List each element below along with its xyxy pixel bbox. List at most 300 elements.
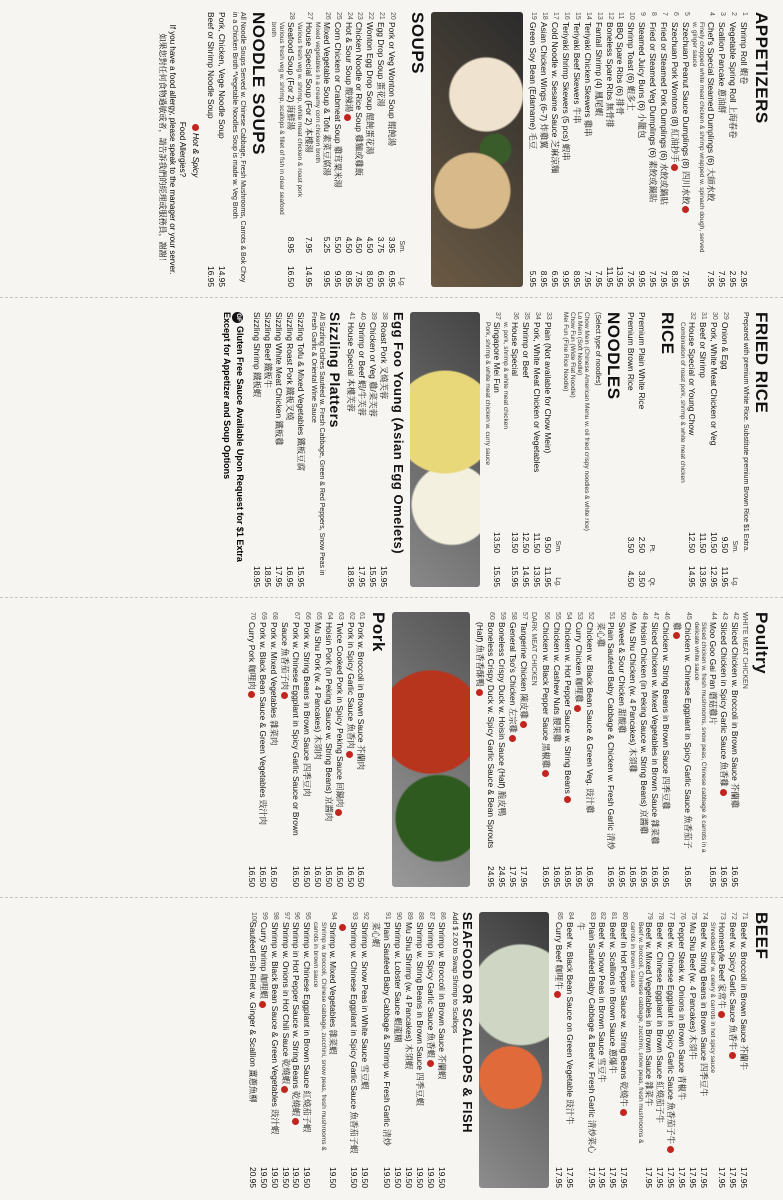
item-name: Curry Pork 咖哩肉 (247, 622, 258, 690)
item-number: 30 (711, 312, 719, 320)
item-price: 19.50 (269, 1167, 280, 1188)
panel-beef-seafood (0, 900, 783, 1198)
seafood-title: SEAFOOD OR SCALLOPS & FISH (459, 912, 475, 1134)
item-price: 16.95 (285, 566, 296, 587)
item-name: Beef w. Scallions in Brown Sauce 蔥爆牛 (608, 922, 619, 1074)
item-name-block (527, 22, 538, 253)
soups-title: SOUPS (408, 12, 428, 75)
item-name-block (251, 312, 262, 553)
item-name: Curry Chicken 咖哩雞 (573, 622, 584, 703)
item-price: 16.95 (606, 866, 617, 887)
item-name: Shrimp w. Chinese Eggplant in Spicy Garlic Sauce 魚香茄子蝦 (349, 922, 360, 1154)
item-name-block (323, 622, 334, 853)
fried-rice-title: FRIED RICE (752, 312, 771, 414)
item-name: Premium Brown Rice (626, 312, 637, 391)
item-price-sm: 12.50 (687, 532, 698, 553)
item-name-block (258, 922, 269, 1154)
item-number: 77 (668, 912, 676, 920)
item-number: 23 (356, 12, 364, 20)
item-number: 78 (657, 912, 665, 920)
item-name-block (716, 22, 727, 253)
item-price: 5.95 (528, 270, 539, 287)
item-price: 7.95 (648, 270, 659, 287)
menu-item (738, 12, 749, 287)
item-name: Plain (Not available for Chow Mein) (542, 322, 553, 454)
item-name: Green Soy Bean (Edamame) 毛豆 (528, 22, 539, 150)
item-desc: Various fresh veg w. shrimp, white meat chicken & roast pork (295, 22, 303, 198)
item-number: 93 (351, 912, 359, 920)
menu-item (364, 12, 375, 287)
item-number: 32 (689, 312, 697, 320)
item-price-lg: 3.50 (637, 570, 648, 587)
item-name-block (697, 322, 708, 519)
item-price: 17.95 (619, 1167, 630, 1188)
menu-item (296, 12, 314, 287)
item-number: 81 (610, 912, 618, 920)
item-name-block (359, 922, 370, 1154)
menu-item (284, 312, 295, 587)
item-name-block (414, 922, 425, 1154)
item-number: 61 (358, 612, 366, 620)
item-name: Sweet & Sour Chicken 甜酸雞 (617, 622, 628, 734)
item-name: Shrimp w. Black Bean Sauce & Green Vegetables 豉汁蝦 (269, 922, 280, 1135)
menu-item (727, 12, 738, 287)
menu-item (251, 312, 262, 587)
item-price: 19.50 (360, 1167, 371, 1188)
col-lg: Lg. (730, 577, 738, 587)
menu-item (474, 612, 496, 887)
spicy-icon (542, 770, 549, 777)
item-name-block (518, 622, 529, 853)
menu-item (669, 12, 680, 287)
menu-item (262, 312, 273, 587)
col-lg: Lg. (398, 277, 406, 287)
appetizers-title: APPETIZERS (752, 12, 771, 124)
item-number: 4 (708, 12, 716, 16)
menu-item (257, 612, 268, 887)
sizzling-desc: All Sizzling Dishes Sautéed w. Fresh Cabbage, Green & Red Peppers, Snow Peas in Fresh Garlic & Oriental Wine Sauce (310, 312, 326, 576)
item-name: Chicken w. Black Pepper Sauce 黑椒雞 (540, 622, 551, 769)
item-number: 75 (690, 912, 698, 920)
menu-item (334, 612, 345, 887)
item-number: 7 (661, 12, 669, 16)
item-name-block (562, 622, 573, 853)
item-price: 17.95 (608, 1167, 619, 1188)
item-name-block (520, 322, 531, 519)
menu-item (718, 612, 729, 887)
item-number: 42 (732, 612, 739, 620)
pork-list (246, 612, 366, 887)
item-name: Boneless Spare Ribs 無骨排 (604, 22, 615, 128)
item-name-block (257, 622, 268, 853)
item-name: Sliced Chicken w. Broccoli in Brown Sauce 芥蘭雞 (730, 622, 740, 809)
item-name: Premium Plain White Rice (637, 312, 648, 410)
item-name: Pork, Chicken, Vege Noodle Soup (217, 12, 228, 139)
item-name-block (658, 22, 669, 253)
menu-item (629, 912, 654, 1188)
item-price: 16.50 (301, 866, 312, 887)
fried-rice-desc: Prepared with premium White Rice. Substitute premium Brown Rice $1 Extra. (742, 312, 749, 553)
item-number: 47 (652, 612, 660, 620)
item-name-block (709, 922, 727, 1154)
item-name-block (279, 622, 301, 853)
item-name: Onion & Egg (719, 322, 730, 370)
item-name: Boneless Crispy Duck w. Hoisin Sauce (Half) 脆皮鴨 (497, 622, 508, 817)
rice-list (625, 312, 647, 587)
item-name: Cold Noodle w. Sesame Sauce 芝麻涼麵 (549, 22, 560, 174)
spicy-icon (281, 692, 288, 699)
item-name: Sliced Chicken in Spicy Garlic Sauce 魚香雞 (719, 622, 730, 787)
item-price: 18.95 (346, 566, 357, 587)
item-price: 19.50 (302, 1167, 313, 1188)
item-name: Mu Shu Chicken (w. 4 Pancakes) 木須雞 (628, 622, 639, 773)
item-price-sm: 13.50 (491, 532, 502, 553)
item-name-block (403, 922, 414, 1154)
item-number: 34 (533, 312, 541, 320)
menu-item (270, 12, 295, 287)
item-number: 68 (271, 612, 279, 620)
item-name-block (629, 922, 654, 1154)
item-desc: Sliced chicken w. fresh mushrooms, snow peas, Chinese cabbage & carrots in a delicate white sauce (693, 622, 708, 853)
item-number: 24 (345, 12, 353, 20)
item-number: 13 (595, 12, 603, 20)
item-name: Sautéed Fish Filet w. Ginger & Scallion 薑蔥魚柳 (247, 922, 258, 1103)
item-number: 2 (730, 12, 738, 16)
spicy-icon (344, 114, 351, 121)
item-price: 15.95 (367, 566, 378, 587)
item-desc: Combination of roast pork, shrimp & white meat chicken (679, 322, 687, 483)
item-name: Curry Beef 咖哩牛 (553, 922, 564, 990)
item-number: 59 (499, 612, 507, 620)
menu-item (370, 912, 392, 1188)
item-number: 71 (741, 912, 748, 920)
menu-item (356, 312, 367, 587)
item-name: Pork w. Mixed Vegetables 雜菜肉 (269, 622, 280, 746)
item-name: House Special or Young Chow (687, 322, 698, 436)
item-price: 17.95 (677, 1167, 688, 1188)
item-name-block (617, 622, 628, 853)
item-name: Shrimp Toast (6) 蝦多士 (626, 22, 637, 111)
fried-rice-size-header (731, 312, 738, 587)
item-name: Singapore Mei Fun (491, 322, 502, 393)
spicy-icon (509, 735, 516, 742)
item-number: 90 (395, 912, 403, 920)
item-number: 99 (260, 912, 268, 920)
menu-item (549, 12, 560, 287)
poultry-title: Poultry (752, 612, 771, 675)
item-price: 19.50 (404, 1167, 415, 1188)
item-name-block (582, 22, 593, 253)
item-price-sm: 5.50 (332, 236, 343, 253)
item-number: 36 (511, 312, 519, 320)
item-price: 16.50 (345, 866, 356, 887)
item-number: 41 (348, 312, 356, 320)
item-name-block (553, 922, 564, 1154)
noodle-soups-list (205, 12, 227, 287)
item-name: Shrimp w. Chinese Eggplant in Brown Sauce 紅燒茄子蝦 (302, 922, 313, 1133)
menu-item (709, 912, 727, 1188)
menu-item (687, 912, 698, 1188)
item-name-block (669, 22, 680, 253)
item-name: Shrimp w. Lobster Sauce 蝦龍糊 (393, 922, 404, 1043)
menu-item (354, 12, 365, 287)
item-number: 66 (303, 612, 311, 620)
item-name: Sizzling Shrimp 鐵板蝦 (252, 312, 263, 398)
item-name: Shrimp or Beef (520, 322, 531, 378)
item-price: 17.95 (597, 1167, 608, 1188)
item-name-block (425, 922, 436, 1154)
item-price: 17.95 (717, 1167, 728, 1188)
gluten-free-text: Gluten Free Sauce Available Upon Request for $1 Extra Except for Appetizer and Soup Options (222, 312, 246, 562)
fried-rice-list (679, 312, 730, 587)
item-name: Mixed Vegetable Soup & Tofu 素菜豆腐湯 (321, 22, 332, 176)
item-price: 7.95 (626, 270, 637, 287)
rice-title: RICE (658, 312, 678, 355)
item-price-sm: 4.50 (354, 236, 365, 253)
item-price: 16.95 (573, 866, 584, 887)
egg-foo-young-title: Egg Foo Young (Asian Egg Omelets) (390, 312, 406, 555)
item-price-lg: 6.95 (376, 270, 387, 287)
item-name: Chicken or Veg 雞/菜芙蓉 (367, 322, 378, 417)
item-number: 3 (719, 12, 727, 16)
item-price: 19.50 (414, 1167, 425, 1188)
item-name: Pork w. String Beans in Brown Sauce 四季豆肉 (301, 622, 312, 797)
rice-size-header (648, 312, 655, 587)
item-price: 19.50 (291, 1167, 302, 1188)
item-price-sm: 5.25 (321, 236, 332, 253)
item-name-block (607, 922, 618, 1154)
col-sm: Sm. (553, 540, 561, 553)
item-number: 52 (586, 612, 594, 620)
item-name: Shrimp in Spicy Garlic Sauce 魚香蝦 (425, 922, 436, 1058)
item-number: 48 (641, 612, 649, 620)
item-price-lg: 13.95 (698, 566, 709, 587)
item-price: 8.95 (539, 270, 550, 287)
item-price: 17.95 (586, 1167, 597, 1188)
item-number: 27 (305, 12, 313, 20)
item-name: Sizzling White Meat Chicken 鐵板雞 (274, 312, 285, 446)
dark-meat-title: DARK MEAT CHICKEN (530, 612, 538, 686)
menu-item (636, 312, 647, 587)
item-name-block (345, 622, 356, 853)
item-name-block (638, 622, 649, 853)
spicy-icon (671, 164, 678, 171)
item-name-block (636, 312, 647, 519)
menu-item (729, 612, 740, 887)
item-name: Shrimp in Hot Pepper Sauce w. String Beans 乾燒蝦 (291, 922, 302, 1117)
item-name-block (280, 922, 291, 1154)
menu-item (414, 912, 425, 1188)
item-name: Pork, White Meat Chicken or Veg (709, 322, 720, 446)
item-name-block (595, 622, 617, 853)
item-price-lg: 11.95 (719, 566, 730, 587)
seafood-sub: Add $ 2.00 to Swap Shrimp to Scallops (450, 912, 458, 1034)
item-name-block (386, 22, 397, 219)
menu-item (403, 912, 414, 1188)
spicy-legend-label: Hot & Spicy (191, 132, 202, 178)
item-number: 1 (741, 12, 748, 16)
item-number: 72 (730, 912, 738, 920)
item-price-sm: 4.50 (343, 236, 354, 253)
item-number: 100 (249, 912, 257, 924)
item-name: Pork, White Meat Chicken or Vegetables (531, 322, 542, 473)
menu-item (584, 612, 595, 887)
item-price: 16.95 (719, 866, 730, 887)
menu-item (359, 912, 370, 1188)
item-name-block (665, 922, 676, 1154)
item-name: Roast Pork 叉燒芙蓉 (378, 322, 389, 400)
noodles-title: NOODLES (604, 312, 624, 400)
item-number: 80 (621, 912, 629, 920)
item-name-block (295, 312, 306, 553)
item-price-lg: 14.95 (520, 566, 531, 587)
menu-item (356, 612, 367, 887)
item-name-block (680, 22, 691, 253)
poultry-list (540, 612, 740, 887)
noodles-desc: (Select type of noodles) (594, 312, 602, 386)
item-name: Beef w. Black Bean Sauce on Green Vegetable 豉汁牛 (564, 922, 575, 1125)
menu-item (627, 612, 638, 887)
item-name-block (729, 622, 740, 853)
allergy-title: Food Allergies? (178, 121, 188, 178)
spicy-icon (346, 751, 353, 758)
item-number: 74 (701, 912, 709, 920)
menu-item (295, 312, 306, 587)
menu-item (258, 912, 269, 1188)
menu-item (332, 12, 343, 287)
menu-item (727, 912, 738, 1188)
item-price-lg: 14.95 (687, 566, 698, 587)
item-number: 51 (608, 612, 616, 620)
item-name: Wonton Egg Drop Soup 餛飩蛋花湯 (365, 22, 376, 155)
spicy-icon (729, 1052, 736, 1059)
item-number: 82 (599, 912, 607, 920)
item-price: 16.50 (323, 866, 334, 887)
item-name: Beef w. Chinese Eggplant in Spicy Garlic Sauce 魚香茄子牛 (666, 922, 677, 1145)
spicy-icon (192, 124, 199, 131)
item-number: 29 (721, 312, 729, 320)
item-number: 44 (710, 612, 718, 620)
item-name-block (268, 622, 279, 853)
item-name-block (507, 622, 518, 853)
spicy-icon (720, 789, 727, 796)
item-number: 98 (271, 912, 279, 920)
item-name-block (216, 12, 227, 253)
item-name: General Tso's Chicken 左宗雞 (508, 622, 519, 733)
item-name-block (370, 922, 392, 1154)
item-price: 19.50 (436, 1167, 447, 1188)
menu-item (676, 912, 687, 1188)
item-price: 16.95 (206, 266, 217, 287)
item-price: 17.95 (644, 1167, 655, 1188)
item-number: 92 (362, 912, 370, 920)
item-price-sm: 4.50 (365, 236, 376, 253)
menu-item (375, 12, 386, 287)
gluten-free-note (221, 312, 246, 587)
item-name-block (564, 922, 575, 1154)
menu-item (323, 612, 334, 887)
item-number: 70 (249, 612, 257, 620)
item-name: Seafood Soup (For 2) 海鮮湯 (285, 22, 296, 130)
item-price: 7.95 (582, 270, 593, 287)
col-pt: Pt. (648, 544, 656, 553)
menu-item (716, 12, 727, 287)
item-price: 19.50 (382, 1167, 393, 1188)
item-price: 9.95 (560, 270, 571, 287)
item-number: 16 (562, 12, 570, 20)
item-name-block (474, 622, 496, 853)
item-name-block (593, 22, 604, 253)
item-name: Mu Shu Pork (w. 4 Pancakes) 木須肉 (312, 622, 323, 760)
item-name-block (647, 22, 658, 253)
item-number: 14 (584, 12, 592, 20)
item-name: Sizzling Beef 鐵板牛 (263, 312, 274, 388)
spicy-icon (248, 691, 255, 698)
spicy-icon (554, 991, 561, 998)
item-price: 16.50 (290, 866, 301, 887)
item-price-sm: 12.50 (520, 532, 531, 553)
item-name-block (597, 922, 608, 1154)
item-number: 69 (260, 612, 268, 620)
spicy-icon (620, 1109, 627, 1116)
item-name: Sizzling Tofu & Mixed Vegetables 鐵板豆腐 (296, 312, 306, 472)
item-price: 17.95 (688, 1167, 699, 1188)
item-name-block (334, 622, 345, 853)
menu-item (618, 912, 629, 1188)
menu-item (562, 612, 573, 887)
item-name-block (718, 622, 729, 853)
menu-item (484, 312, 502, 587)
item-name-block (378, 322, 389, 553)
menu-item (615, 12, 626, 287)
item-price: 6.95 (549, 270, 560, 287)
item-number: 83 (588, 912, 596, 920)
item-price-lg: 13.95 (531, 566, 542, 587)
spicy-icon (673, 632, 680, 639)
menu-item (665, 912, 676, 1188)
noodle-types (562, 312, 591, 587)
item-desc: Shredded beef w. celery & carrots in hot spicy sauce (709, 922, 717, 1074)
item-number: 12 (606, 12, 614, 20)
item-price: 7.95 (593, 270, 604, 287)
item-price-sm: 8.95 (285, 236, 296, 253)
item-price: 8.95 (571, 270, 582, 287)
spicy-icon (292, 1118, 299, 1125)
item-name: Corn Chicken or Crabmeat Soup 雞茸粟米湯 (332, 22, 343, 188)
item-price: 18.95 (263, 566, 274, 587)
item-name-block (679, 322, 697, 519)
item-price-sm: 7.95 (303, 236, 314, 253)
menu-item (343, 12, 354, 287)
menu-item (671, 612, 693, 887)
item-price-lg: 6.95 (387, 270, 398, 287)
item-name-block (649, 622, 660, 853)
menu-item (269, 912, 280, 1188)
menu-item (564, 912, 575, 1188)
item-number: 35 (522, 312, 530, 320)
item-name: Steamed Juicy Buns (6) 小籠包 (637, 22, 648, 139)
item-number: 50 (619, 612, 627, 620)
menu-item (518, 612, 529, 887)
item-price: 16.50 (269, 866, 280, 887)
item-name: Beef w. Mixed Vegetables in Brown Sauce 雜菜牛 (644, 922, 655, 1107)
menu-item (658, 12, 669, 287)
menu-item (636, 12, 647, 287)
fried-rice-photo (410, 312, 480, 587)
item-name-block (343, 22, 354, 219)
menu-item (738, 912, 749, 1188)
item-price: 16.95 (540, 866, 551, 887)
